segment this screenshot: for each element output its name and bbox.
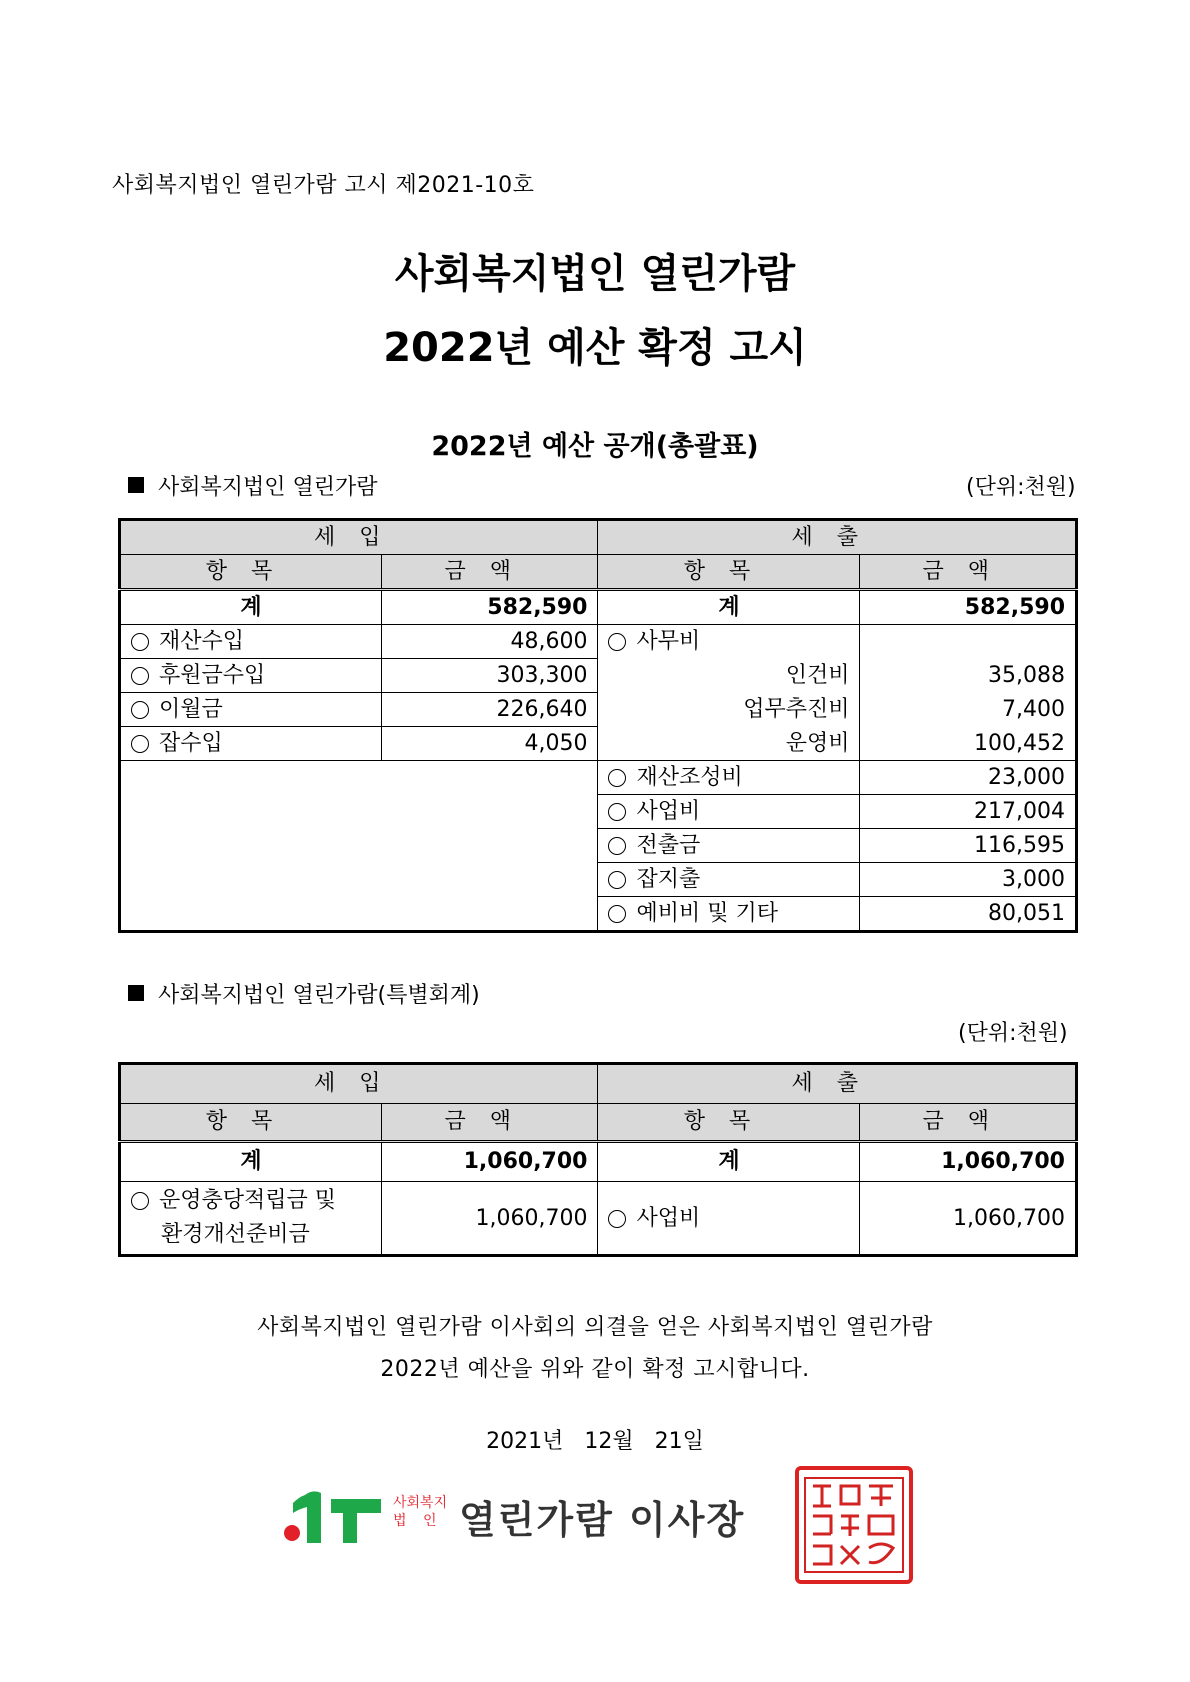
income-amount: 303,300 [381, 659, 598, 693]
expense-item: 재산조성비 [598, 761, 860, 795]
expense-amount: 7,400 [860, 693, 1077, 727]
income-total: 582,590 [381, 590, 598, 625]
section1-heading [128, 470, 378, 501]
circle-bullet-icon [131, 735, 149, 753]
circle-bullet-icon [608, 803, 626, 821]
expense-amount: 217,004 [860, 795, 1077, 829]
expense-sub-item: 운영비 [598, 727, 860, 761]
income-item: 후원금수입 [120, 659, 382, 693]
total-label: 계 [120, 1142, 382, 1182]
circle-bullet-icon [608, 871, 626, 889]
expense-item: 사업비 [598, 795, 860, 829]
table-row [120, 727, 1077, 761]
circle-bullet-icon [608, 633, 626, 651]
expense-sub-item: 업무추진비 [598, 693, 860, 727]
expense-amount: 100,452 [860, 727, 1077, 761]
seal-stamp-icon [803, 1476, 905, 1574]
income-header: 세입 [120, 520, 598, 555]
col-item-header: 항목 [598, 555, 860, 590]
table-row [120, 625, 1077, 659]
income-item: 이월금 [120, 693, 382, 727]
page-title-line1: 사회복지법인 열린가람 [394, 251, 796, 297]
closing-line2: 2022년 예산을 위와 같이 확정 고시합니다. [380, 1357, 810, 1382]
circle-bullet-icon [608, 905, 626, 923]
table-row [120, 761, 1077, 795]
notice-date: 2021년 12월 21일 [486, 1429, 704, 1454]
col-item-header: 항목 [120, 1104, 382, 1142]
budget-table-main [118, 518, 1078, 933]
income-amount: 226,640 [381, 693, 598, 727]
expense-item: 예비비 및 기타 [598, 897, 860, 932]
logo-org-type-2: 법 인 [393, 1513, 443, 1529]
total-label: 계 [120, 590, 382, 625]
expense-item: 전출금 [598, 829, 860, 863]
section1-heading-text: 사회복지법인 열린가람 [158, 475, 378, 500]
col-amount-header: 금액 [381, 555, 598, 590]
expense-header: 세출 [598, 1064, 1077, 1104]
income-amount: 1,060,700 [381, 1182, 598, 1256]
total-label: 계 [598, 1142, 860, 1182]
square-bullet-icon [128, 985, 144, 1001]
logo-org-type-1: 사회복지 [393, 1495, 448, 1511]
income-total: 1,060,700 [381, 1142, 598, 1182]
expense-sub-item: 인건비 [598, 659, 860, 693]
income-empty-area [120, 761, 598, 932]
table-row [120, 693, 1077, 727]
section2-heading [128, 978, 480, 1009]
expense-total: 1,060,700 [860, 1142, 1077, 1182]
expense-item: 사업비 [598, 1182, 860, 1256]
expense-item: 사무비 [598, 625, 860, 659]
expense-amount: 116,595 [860, 829, 1077, 863]
col-item-header: 항목 [120, 555, 382, 590]
col-item-header: 항목 [598, 1104, 860, 1142]
expense-amount: 3,000 [860, 863, 1077, 897]
budget-table-special [118, 1062, 1078, 1257]
expense-amount: 1,060,700 [860, 1182, 1077, 1256]
official-seal [795, 1466, 913, 1584]
col-amount-header: 금액 [860, 1104, 1077, 1142]
logo-org-name: 열린가람 이사장 [459, 1498, 746, 1542]
section1-unit: (단위:천원) [966, 475, 1076, 500]
page-title-line2: 2022년 예산 확정 고시 [383, 325, 807, 371]
circle-bullet-icon [608, 1210, 626, 1228]
total-label: 계 [598, 590, 860, 625]
expense-amount: 80,051 [860, 897, 1077, 932]
expense-amount: 23,000 [860, 761, 1077, 795]
income-header: 세입 [120, 1064, 598, 1104]
circle-bullet-icon [131, 1192, 149, 1210]
income-item: 재산수입 [120, 625, 382, 659]
circle-bullet-icon [131, 633, 149, 651]
organization-logo-icon [283, 1485, 383, 1545]
income-amount: 4,050 [381, 727, 598, 761]
expense-total: 582,590 [860, 590, 1077, 625]
notice-number: 사회복지법인 열린가람 고시 제2021-10호 [112, 173, 535, 198]
expense-amount-empty [860, 625, 1077, 659]
col-amount-header: 금액 [381, 1104, 598, 1142]
table-row [120, 659, 1077, 693]
col-amount-header: 금액 [860, 555, 1077, 590]
expense-header: 세출 [598, 520, 1077, 555]
square-bullet-icon [128, 477, 144, 493]
section2-heading-text: 사회복지법인 열린가람(특별회계) [158, 983, 480, 1008]
page-subtitle: 2022년 예산 공개(총괄표) [431, 431, 759, 462]
income-item: 운영충당적립금 및 환경개선준비금 [120, 1182, 382, 1256]
expense-amount: 35,088 [860, 659, 1077, 693]
circle-bullet-icon [608, 837, 626, 855]
section2-unit: (단위:천원) [958, 1021, 1068, 1046]
table-row [120, 1182, 1077, 1256]
income-amount: 48,600 [381, 625, 598, 659]
circle-bullet-icon [131, 701, 149, 719]
income-item: 잡수입 [120, 727, 382, 761]
closing-line1: 사회복지법인 열린가람 이사회의 의결을 얻은 사회복지법인 열린가람 [257, 1315, 933, 1340]
circle-bullet-icon [608, 769, 626, 787]
circle-bullet-icon [131, 667, 149, 685]
expense-item: 잡지출 [598, 863, 860, 897]
